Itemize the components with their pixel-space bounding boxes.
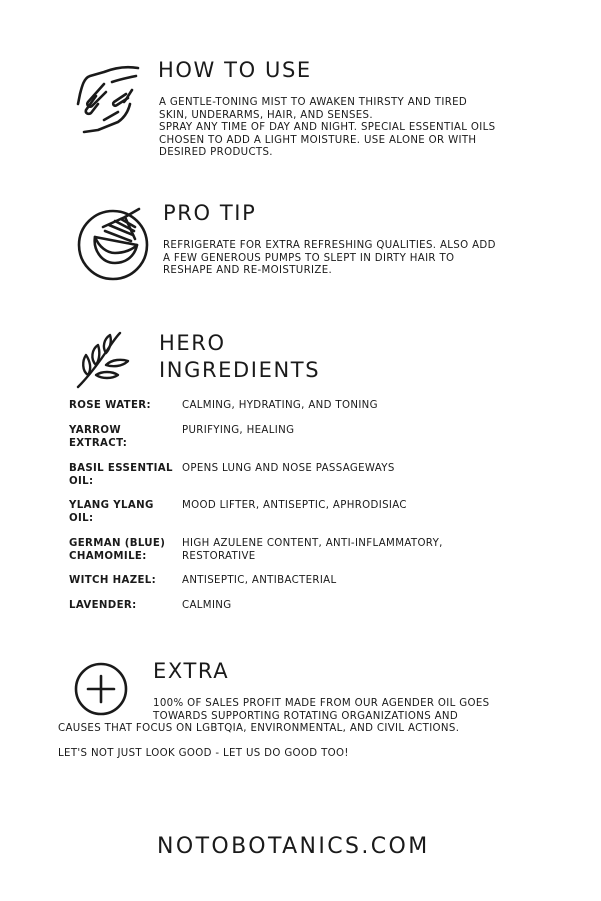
website-link[interactable]: NOTOBOTANICS.COM xyxy=(157,834,430,859)
text-line: REFRIGERATE FOR EXTRA REFRESHING QUALITIES. ALSO ADD xyxy=(163,240,496,251)
ingredient-name: LAVENDER: xyxy=(69,600,137,611)
text-line: CHOSEN TO ADD A LIGHT MOISTURE. USE ALONE OR WITH xyxy=(159,134,477,146)
ingredient-desc: ANTISEPTIC, ANTIBACTERIAL xyxy=(182,575,337,586)
brush-bowl-icon xyxy=(75,205,151,281)
how-to-use-text xyxy=(159,97,495,160)
text-line: SPRAY ANY TIME OF DAY AND NIGHT. SPECIAL ESSENTIAL OILS xyxy=(159,122,496,134)
text-line: CAUSES THAT FOCUS ON LGBTQIA, ENVIRONMENTAL, AND CIVIL ACTIONS. xyxy=(58,723,460,734)
ingredient-name: YLANG YLANG OIL: xyxy=(69,500,154,524)
text-line: DESIRED PRODUCTS. xyxy=(159,147,273,159)
hero-title-line2: INGREDIENTS xyxy=(159,358,321,382)
how-to-use-title: HOW TO USE xyxy=(158,58,312,82)
text-line: SKIN, UNDERARMS, HAIR, AND SENSES. xyxy=(159,109,373,121)
extra-tagline: LET'S NOT JUST LOOK GOOD - LET US DO GOOD TOO! xyxy=(58,748,349,759)
pro-tip-title: PRO TIP xyxy=(163,201,257,225)
text-line: A FEW GENEROUS PUMPS TO SLEPT IN DIRTY HAIR TO xyxy=(163,252,455,264)
ingredient-desc: PURIFYING, HEALING xyxy=(182,425,295,436)
ingredient-desc: HIGH AZULENE CONTENT, ANTI-INFLAMMATORY, RESTORATIVE xyxy=(182,538,443,562)
ingredient-desc: OPENS LUNG AND NOSE PASSAGEWAYS xyxy=(182,463,395,474)
text-line: A GENTLE-TONING MIST TO AWAKEN THIRSTY AND TIRED xyxy=(159,97,468,108)
ingredient-desc: CALMING, HYDRATING, AND TONING xyxy=(182,400,378,411)
pro-tip-text xyxy=(163,240,496,278)
ingredient-name: BASIL ESSENTIAL OIL: xyxy=(69,463,173,487)
herb-sprig-icon xyxy=(76,331,132,389)
extra-title: EXTRA xyxy=(153,659,230,683)
text-line: RESHAPE AND RE-MOISTURIZE. xyxy=(163,265,333,277)
ingredient-name: ROSE WATER: xyxy=(69,400,151,411)
text-line: TOWARDS SUPPORTING ROTATING ORGANIZATIONS AND xyxy=(153,711,459,722)
hero-title-line1: HERO xyxy=(159,331,226,355)
ingredient-name: YARROW EXTRACT: xyxy=(69,425,128,449)
plus-circle-icon xyxy=(74,662,128,716)
hands-icon xyxy=(74,60,146,138)
ingredient-name: GERMAN (BLUE) CHAMOMILE: xyxy=(69,538,166,562)
text-line: 100% OF SALES PROFIT MADE FROM OUR AGENDER OIL GOES xyxy=(153,698,490,709)
ingredient-desc: CALMING xyxy=(182,600,232,611)
ingredient-desc: MOOD LIFTER, ANTISEPTIC, APHRODISIAC xyxy=(182,500,407,511)
ingredient-name: WITCH HAZEL: xyxy=(69,575,157,586)
